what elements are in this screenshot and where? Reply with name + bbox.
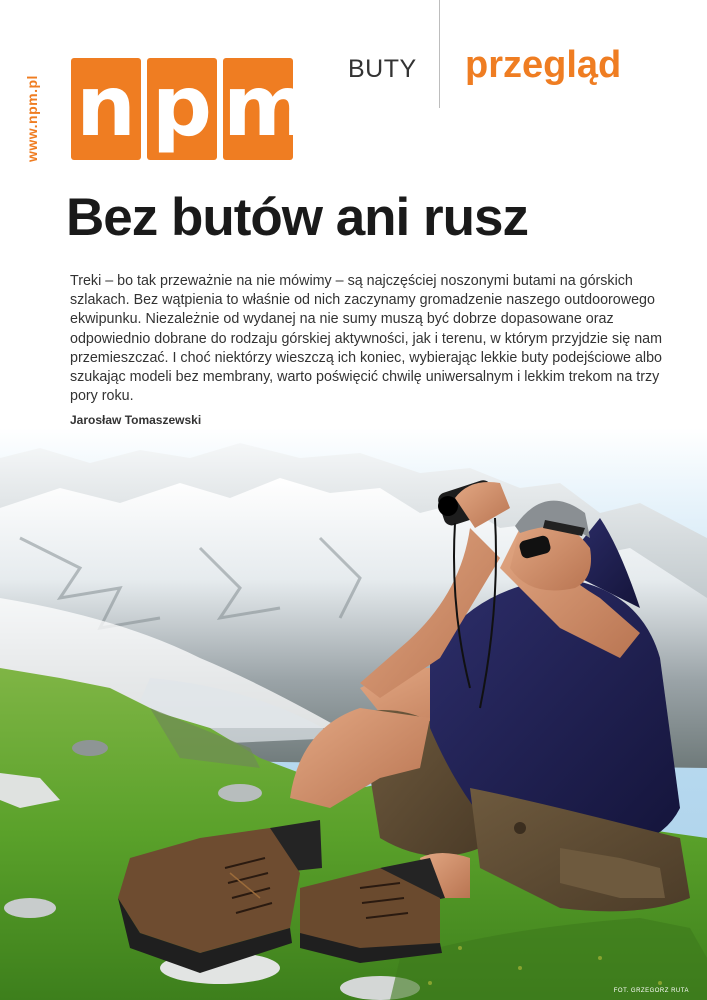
header-divider	[439, 0, 440, 108]
npm-logo	[71, 57, 311, 160]
article-author: Jarosław Tomaszewski	[70, 413, 202, 427]
photo-credit: FOT. GRZEGORZ RUTA	[613, 988, 689, 994]
logo-letter-m: m	[223, 58, 293, 160]
logo-letter-p: p	[147, 58, 217, 160]
hiker-photo	[0, 428, 707, 1000]
category-label: przegląd	[465, 44, 622, 86]
logo-letter-n: n	[71, 58, 141, 160]
section-label: BUTY	[348, 55, 417, 83]
website-url: www.npm.pl	[24, 75, 40, 162]
article-lead: Treki – bo tak przeważnie na nie mówimy – są najczęściej noszonymi butami na górskich szlakach. Bez wątpienia to właśnie od nich zaczynamy gromadzenie naszego outdoorowego ekwipunku. Niezależnie od wydanej na nie sumy muszą być dobrze dopasowane oraz odpowiednio dobrane do rodzaju górskiej aktywności, jak i terenu, w którym przyjdzie się nam przemieszczać. I choć niektórzy wieszczą ich koniec, wybierając lekkie buty podejściowe albo szukając modeli bez membrany, warto poświęcić chwilę uniwersalnym i lekkim trekom na trzy pory roku.	[70, 273, 663, 405]
article-title: Bez butów ani rusz	[66, 188, 528, 247]
